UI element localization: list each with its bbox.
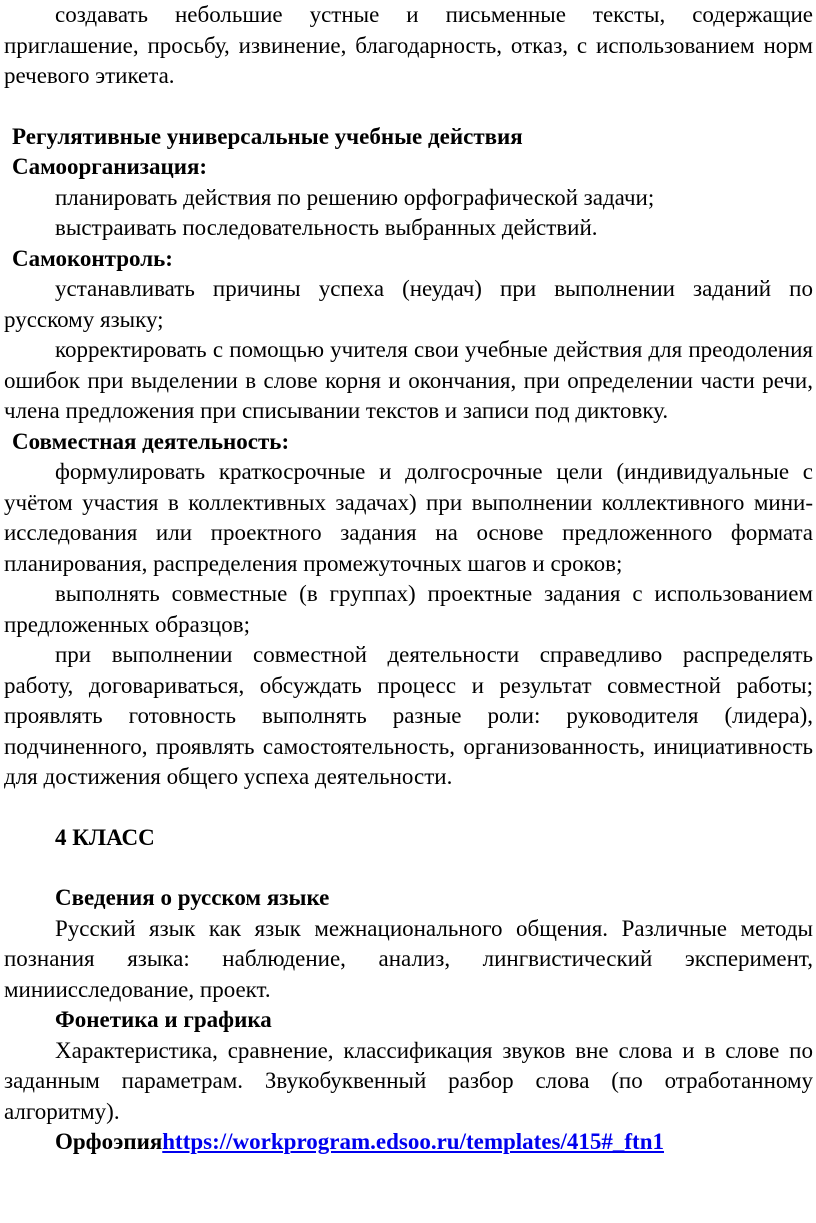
paragraph-phonetics: Характеристика, сравнение, классификация звуков вне слова и в слове по заданным параметрам. Звукобуквенный разбор слова (по отработанному алгоритму). — [4, 1037, 813, 1124]
spacer — [4, 92, 813, 122]
paragraph-intro: создавать небольшие устные и письменные тексты, содержащие приглашение, просьбу, извинение, благодарность, отказ, с использованием норм речевого этикета. — [4, 2, 813, 88]
heading-grade-4: 4 КЛАСС — [55, 824, 155, 850]
paragraph-build-sequence: выстраивать последовательность выбранных действий. — [55, 215, 598, 240]
heading-phonetics: Фонетика и графика — [55, 1007, 272, 1032]
paragraph-correct-actions: корректировать с помощью учителя свои учебные действия для преодоления ошибок при выделении в слове корня и окончания, при определении части речи, члена предложения при списывании текстов и записи под диктовку. — [4, 337, 813, 423]
paragraph-plan-actions: планировать действия по решению орфографической задачи; — [55, 184, 655, 210]
paragraph-formulate-goals: формулировать краткосрочные и долгосрочные цели (индивидуальные с учётом участия в коллективных задачах) при выполнении коллективного мини-исследования или проектного задания на основе предложенного формата планирования, распределения промежуточных шагов и сроков; — [4, 459, 813, 576]
paragraph-russian-language: Русский язык как язык межнационального общения. Различные методы познания языка: наблюдение, анализ, лингвистический эксперимент, миниисследование, проект. — [4, 915, 813, 1002]
heading-joint-activity: Совместная деятельность: — [12, 428, 290, 454]
heading-orthoepy: Орфоэпия — [55, 1129, 163, 1154]
heading-orthoepy-line — [4, 1127, 813, 1158]
heading-self-control: Самоконтроль: — [12, 245, 173, 271]
heading-self-organization: Самоорганизация: — [12, 154, 208, 179]
spacer — [4, 793, 813, 823]
heading-language-info: Сведения о русском языке — [55, 885, 330, 910]
paragraph-distribute-work: при выполнении совместной деятельности справедливо распределять работу, договариваться, обсуждать процесс и результат совместной работы; проявлять готовность выполнять разные роли: руководителя (лидера), подчиненного, проявлять самостоятельность, организованность, инициативность для достижения общего успеха деятельности. — [4, 642, 813, 789]
spacer — [4, 853, 813, 883]
footnote-link[interactable]: https://workprogram.edsoo.ru/templates/415#_ftn1 — [162, 1129, 664, 1154]
paragraph-establish-reasons: устанавливать причины успеха (неудач) при выполнении заданий по русскому языку; — [4, 276, 813, 332]
heading-regulative-actions: Регулятивные универсальные учебные действия — [12, 123, 523, 149]
paragraph-group-projects: выполнять совместные (в группах) проектные задания с использованием предложенных образцов; — [4, 581, 813, 637]
